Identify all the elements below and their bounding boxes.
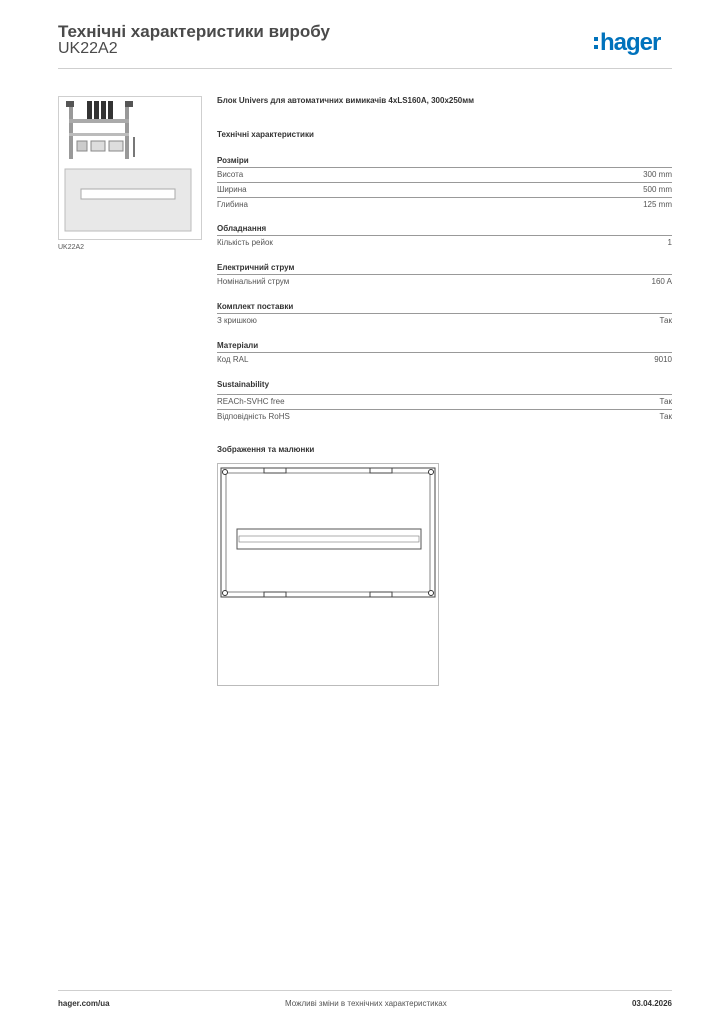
spec-value: 160 A <box>651 277 672 286</box>
spec-label: З кришкою <box>217 316 257 325</box>
technical-drawing <box>217 463 439 686</box>
spec-row <box>217 274 672 288</box>
spec-row <box>217 235 672 249</box>
spec-label: Відповідність RoHS <box>217 412 290 421</box>
spec-title: Технічні характеристики <box>217 130 314 139</box>
spec-value: 300 mm <box>643 170 672 179</box>
spec-label: Ширина <box>217 185 247 194</box>
footer-divider <box>58 990 672 991</box>
spec-row <box>217 409 672 423</box>
page-title: Технічні характеристики виробу <box>58 22 330 41</box>
section-title-materials: Матеріали <box>217 341 259 350</box>
product-caption: UK22A2 <box>58 244 85 251</box>
section-title-sustainability: Sustainability <box>217 380 270 389</box>
logo-text: hager <box>600 29 661 56</box>
spec-value: 500 mm <box>643 185 672 194</box>
spec-label: Код RAL <box>217 355 249 364</box>
spec-value: 1 <box>667 238 672 247</box>
spec-row <box>217 394 672 408</box>
spec-label: Висота <box>217 170 244 179</box>
spec-label: Номінальний струм <box>217 277 290 286</box>
product-name: Блок Univers для автоматичних вимикачів 4xLS160A, 300x250мм <box>217 96 475 105</box>
spec-row <box>217 197 672 211</box>
spec-value: Так <box>659 316 672 325</box>
footer-website-link[interactable]: hager.com/ua <box>58 999 110 1008</box>
logo-dots-icon <box>594 37 598 49</box>
section-title-equipment: Обладнання <box>217 224 267 233</box>
spec-value: 125 mm <box>643 200 672 209</box>
product-illustration-icon <box>59 97 201 239</box>
spec-label: Глибина <box>217 200 248 209</box>
spec-value: 9010 <box>654 355 672 364</box>
header-divider <box>58 68 672 69</box>
hager-logo[interactable] <box>594 30 674 56</box>
footer-notice: Можливі зміни в технічних характеристиках <box>285 999 447 1008</box>
spec-value: Так <box>659 412 672 421</box>
spec-value: Так <box>659 397 672 406</box>
spec-row <box>217 182 672 196</box>
section-title-current: Електричний струм <box>217 263 295 272</box>
technical-drawing-icon <box>218 464 438 685</box>
spec-label: Кількість рейок <box>217 238 273 247</box>
spec-row <box>217 313 672 327</box>
drawings-title: Зображення та малюнки <box>217 445 315 454</box>
footer-date: 03.04.2026 <box>631 999 672 1008</box>
spec-row <box>217 167 672 181</box>
spec-label: REACh-SVHC free <box>217 397 285 406</box>
product-image <box>58 96 202 240</box>
spec-row <box>217 352 672 366</box>
section-title-dimensions: Розміри <box>217 156 249 165</box>
product-code: UK22A2 <box>58 40 118 57</box>
section-title-delivery: Комплект поставки <box>217 302 294 311</box>
